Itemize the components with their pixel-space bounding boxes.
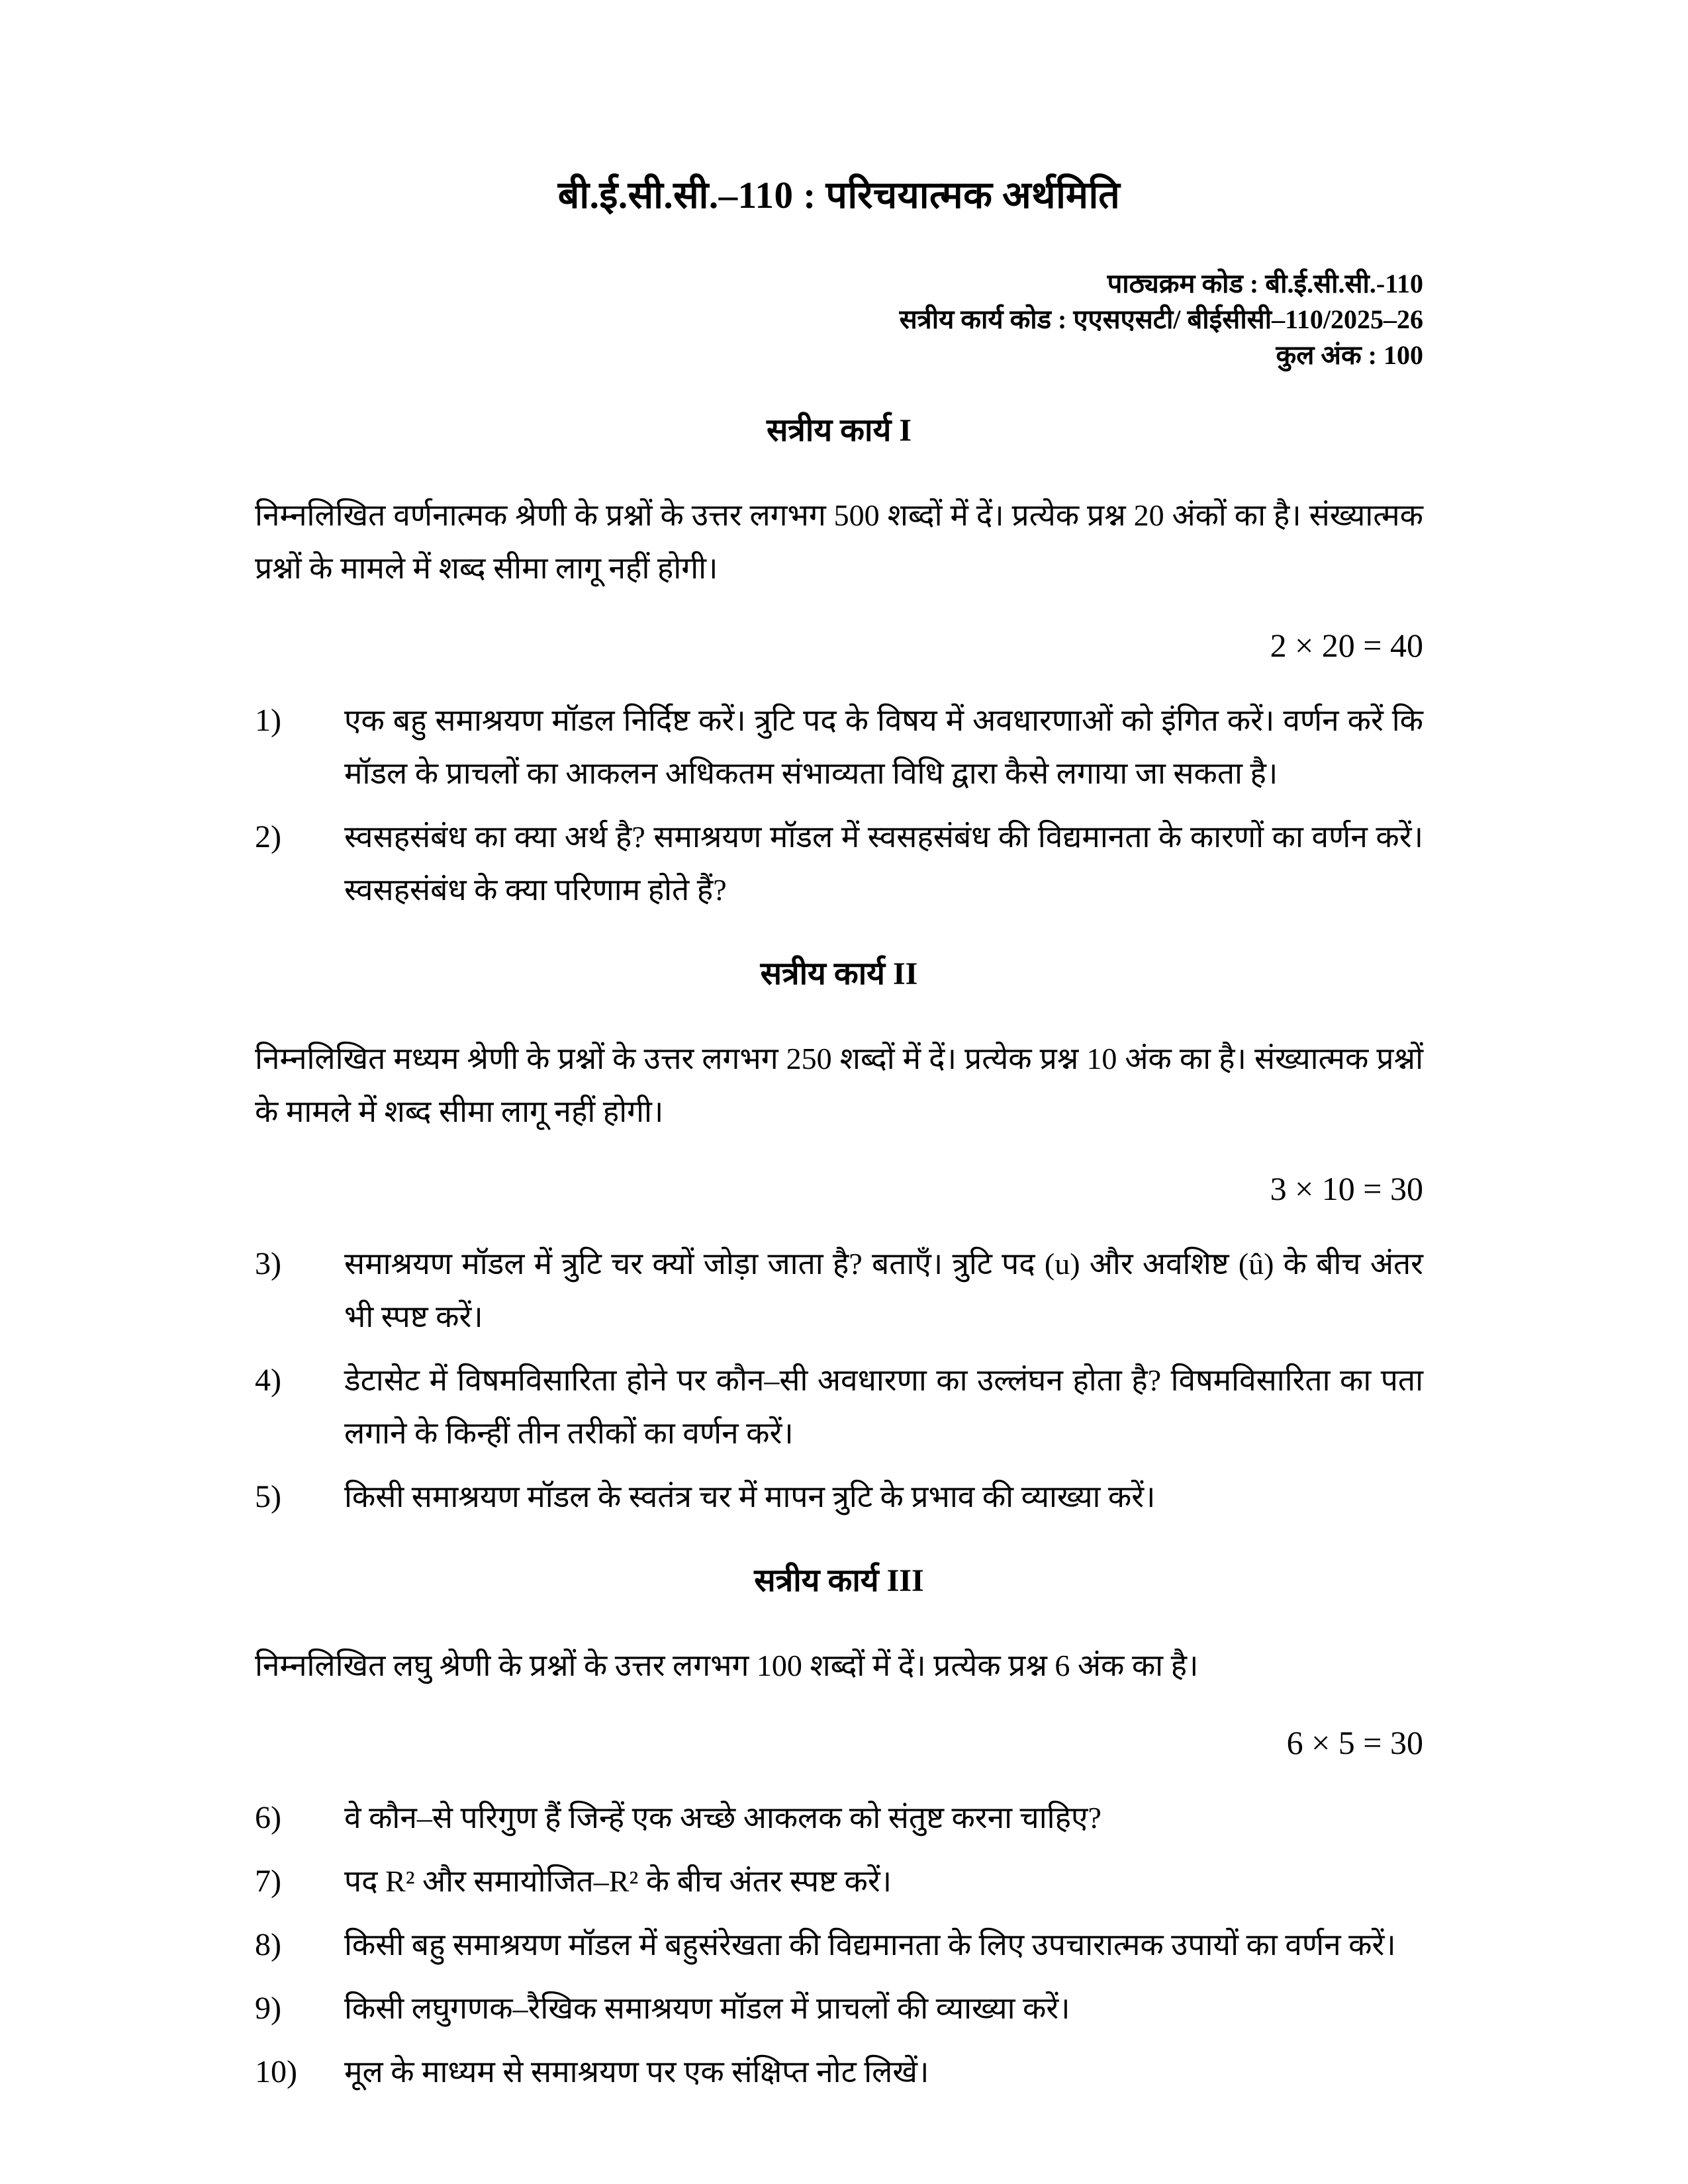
question-1 <box>255 694 1423 800</box>
section-3-intro: निम्नलिखित लघु श्रेणी के प्रश्नों के उत्तर लगभग 100 शब्दों में दें। प्रत्येक प्रश्न 6 अंक का है। <box>255 1649 1199 1682</box>
question-7-text: पद R² और समायोजित–R² के बीच अंतर स्पष्ट करें। <box>344 1864 892 1898</box>
question-2-number: 2) <box>255 819 281 854</box>
question-3-number: 3) <box>255 1246 281 1281</box>
section-1-marks: 2 × 20 = 40 <box>1270 627 1423 664</box>
course-code-line: पाठ्यक्रम कोड : बी.ई.सी.सी.-110 <box>1107 269 1423 298</box>
question-5-text: किसी समाश्रयण मॉडल के स्वतंत्र चर में मापन त्रुटि के प्रभाव की व्याख्या करें। <box>344 1480 1156 1514</box>
section-assignment-3 <box>255 1558 1423 2099</box>
section-3-heading: सत्रीय कार्य III <box>754 1563 924 1598</box>
section-assignment-1 <box>255 408 1423 917</box>
assignment-code-line: सत्रीय कार्य कोड : एएसएसटी/ बीईसीसी–110/2025–26 <box>899 304 1423 334</box>
question-5-number: 5) <box>255 1479 281 1514</box>
question-2-text: स्वसहसंबंध का क्या अर्थ है? समाश्रयण मॉडल में स्वसहसंबंध की विद्यमानता के कारणों का वर्णन करें। स्वसहसंबंध के क्या परिणाम होते हैं? <box>344 820 1423 907</box>
section-assignment-2 <box>255 951 1423 1524</box>
question-7-number: 7) <box>255 1864 281 1899</box>
question-8 <box>255 1919 1423 1972</box>
question-6 <box>255 1792 1423 1844</box>
question-3 <box>255 1238 1423 1343</box>
section-2-intro: निम्नलिखित मध्यम श्रेणी के प्रश्नों के उत्तर लगभग 250 शब्दों में दें। प्रत्येक प्रश्न 10 अंक का है। संख्यात्मक प्रश्नों के मामले में शब्द सीमा लागू नहीं होगी। <box>255 1042 1423 1128</box>
question-1-text: एक बहु समाश्रयण मॉडल निर्दिष्ट करें। त्रुटि पद के विषय में अवधारणाओं को इंगित करें। वर्णन करें कि मॉडल के प्राचलों का आकलन अधिकतम संभाव्यता विधि द्वारा कैसे लगाया जा सकता है। <box>344 704 1423 790</box>
question-9 <box>255 1982 1423 2035</box>
document-title: बी.ई.सी.सी.–110 : परिचयात्मक अर्थमिति <box>557 175 1121 216</box>
section-1-heading: सत्रीय कार्य I <box>766 413 912 448</box>
question-4-number: 4) <box>255 1363 281 1398</box>
question-8-text: किसी बहु समाश्रयण मॉडल में बहुसंरेखता की विद्यमानता के लिए उपचारात्मक उपायों का वर्णन करें। <box>344 1928 1396 1962</box>
question-6-text: वे कौन–से परिगुण हैं जिन्हें एक अच्छे आकलक को संतुष्ट करना चाहिए? <box>344 1801 1102 1835</box>
section-1-intro: निम्नलिखित वर्णनात्मक श्रेणी के प्रश्नों के उत्तर लगभग 500 शब्दों में दें। प्रत्येक प्रश्न 20 अंकों का है। संख्यात्मक प्रश्नों के मामले में शब्द सीमा लागू नहीं होगी। <box>255 498 1423 585</box>
question-5 <box>255 1471 1423 1524</box>
question-10-text: मूल के माध्यम से समाश्रयण पर एक संक्षिप्त नोट लिखें। <box>344 2055 929 2089</box>
question-4-text: डेटासेट में विषमविसारिता होने पर कौन–सी अवधारणा का उल्लंघन होता है? विषमविसारिता का पता लगाने के किन्हीं तीन तरीकों का वर्णन करें। <box>344 1363 1423 1450</box>
question-10 <box>255 2046 1423 2099</box>
total-marks-line: कुल अंक : 100 <box>1276 340 1423 370</box>
section-2-marks: 3 × 10 = 30 <box>1270 1170 1423 1207</box>
question-2 <box>255 811 1423 917</box>
question-6-number: 6) <box>255 1800 281 1835</box>
question-10-number: 10) <box>255 2054 297 2089</box>
question-4 <box>255 1354 1423 1460</box>
document-meta <box>255 266 1423 373</box>
question-9-text: किसी लघुगणक–रैखिक समाश्रयण मॉडल में प्राचलों की व्याख्या करें। <box>344 1991 1070 2025</box>
question-9-number: 9) <box>255 1991 281 2026</box>
section-3-marks: 6 × 5 = 30 <box>1286 1724 1423 1761</box>
question-3-text: समाश्रयण मॉडल में त्रुटि चर क्यों जोड़ा जाता है? बताएँ। त्रुटि पद (u) और अवशिष्ट (û) के बीच अंतर भी स्पष्ट करें। <box>344 1247 1423 1334</box>
section-2-heading: सत्रीय कार्य II <box>760 956 918 991</box>
question-7 <box>255 1855 1423 1908</box>
question-1-number: 1) <box>255 703 281 738</box>
question-8-number: 8) <box>255 1927 281 1962</box>
